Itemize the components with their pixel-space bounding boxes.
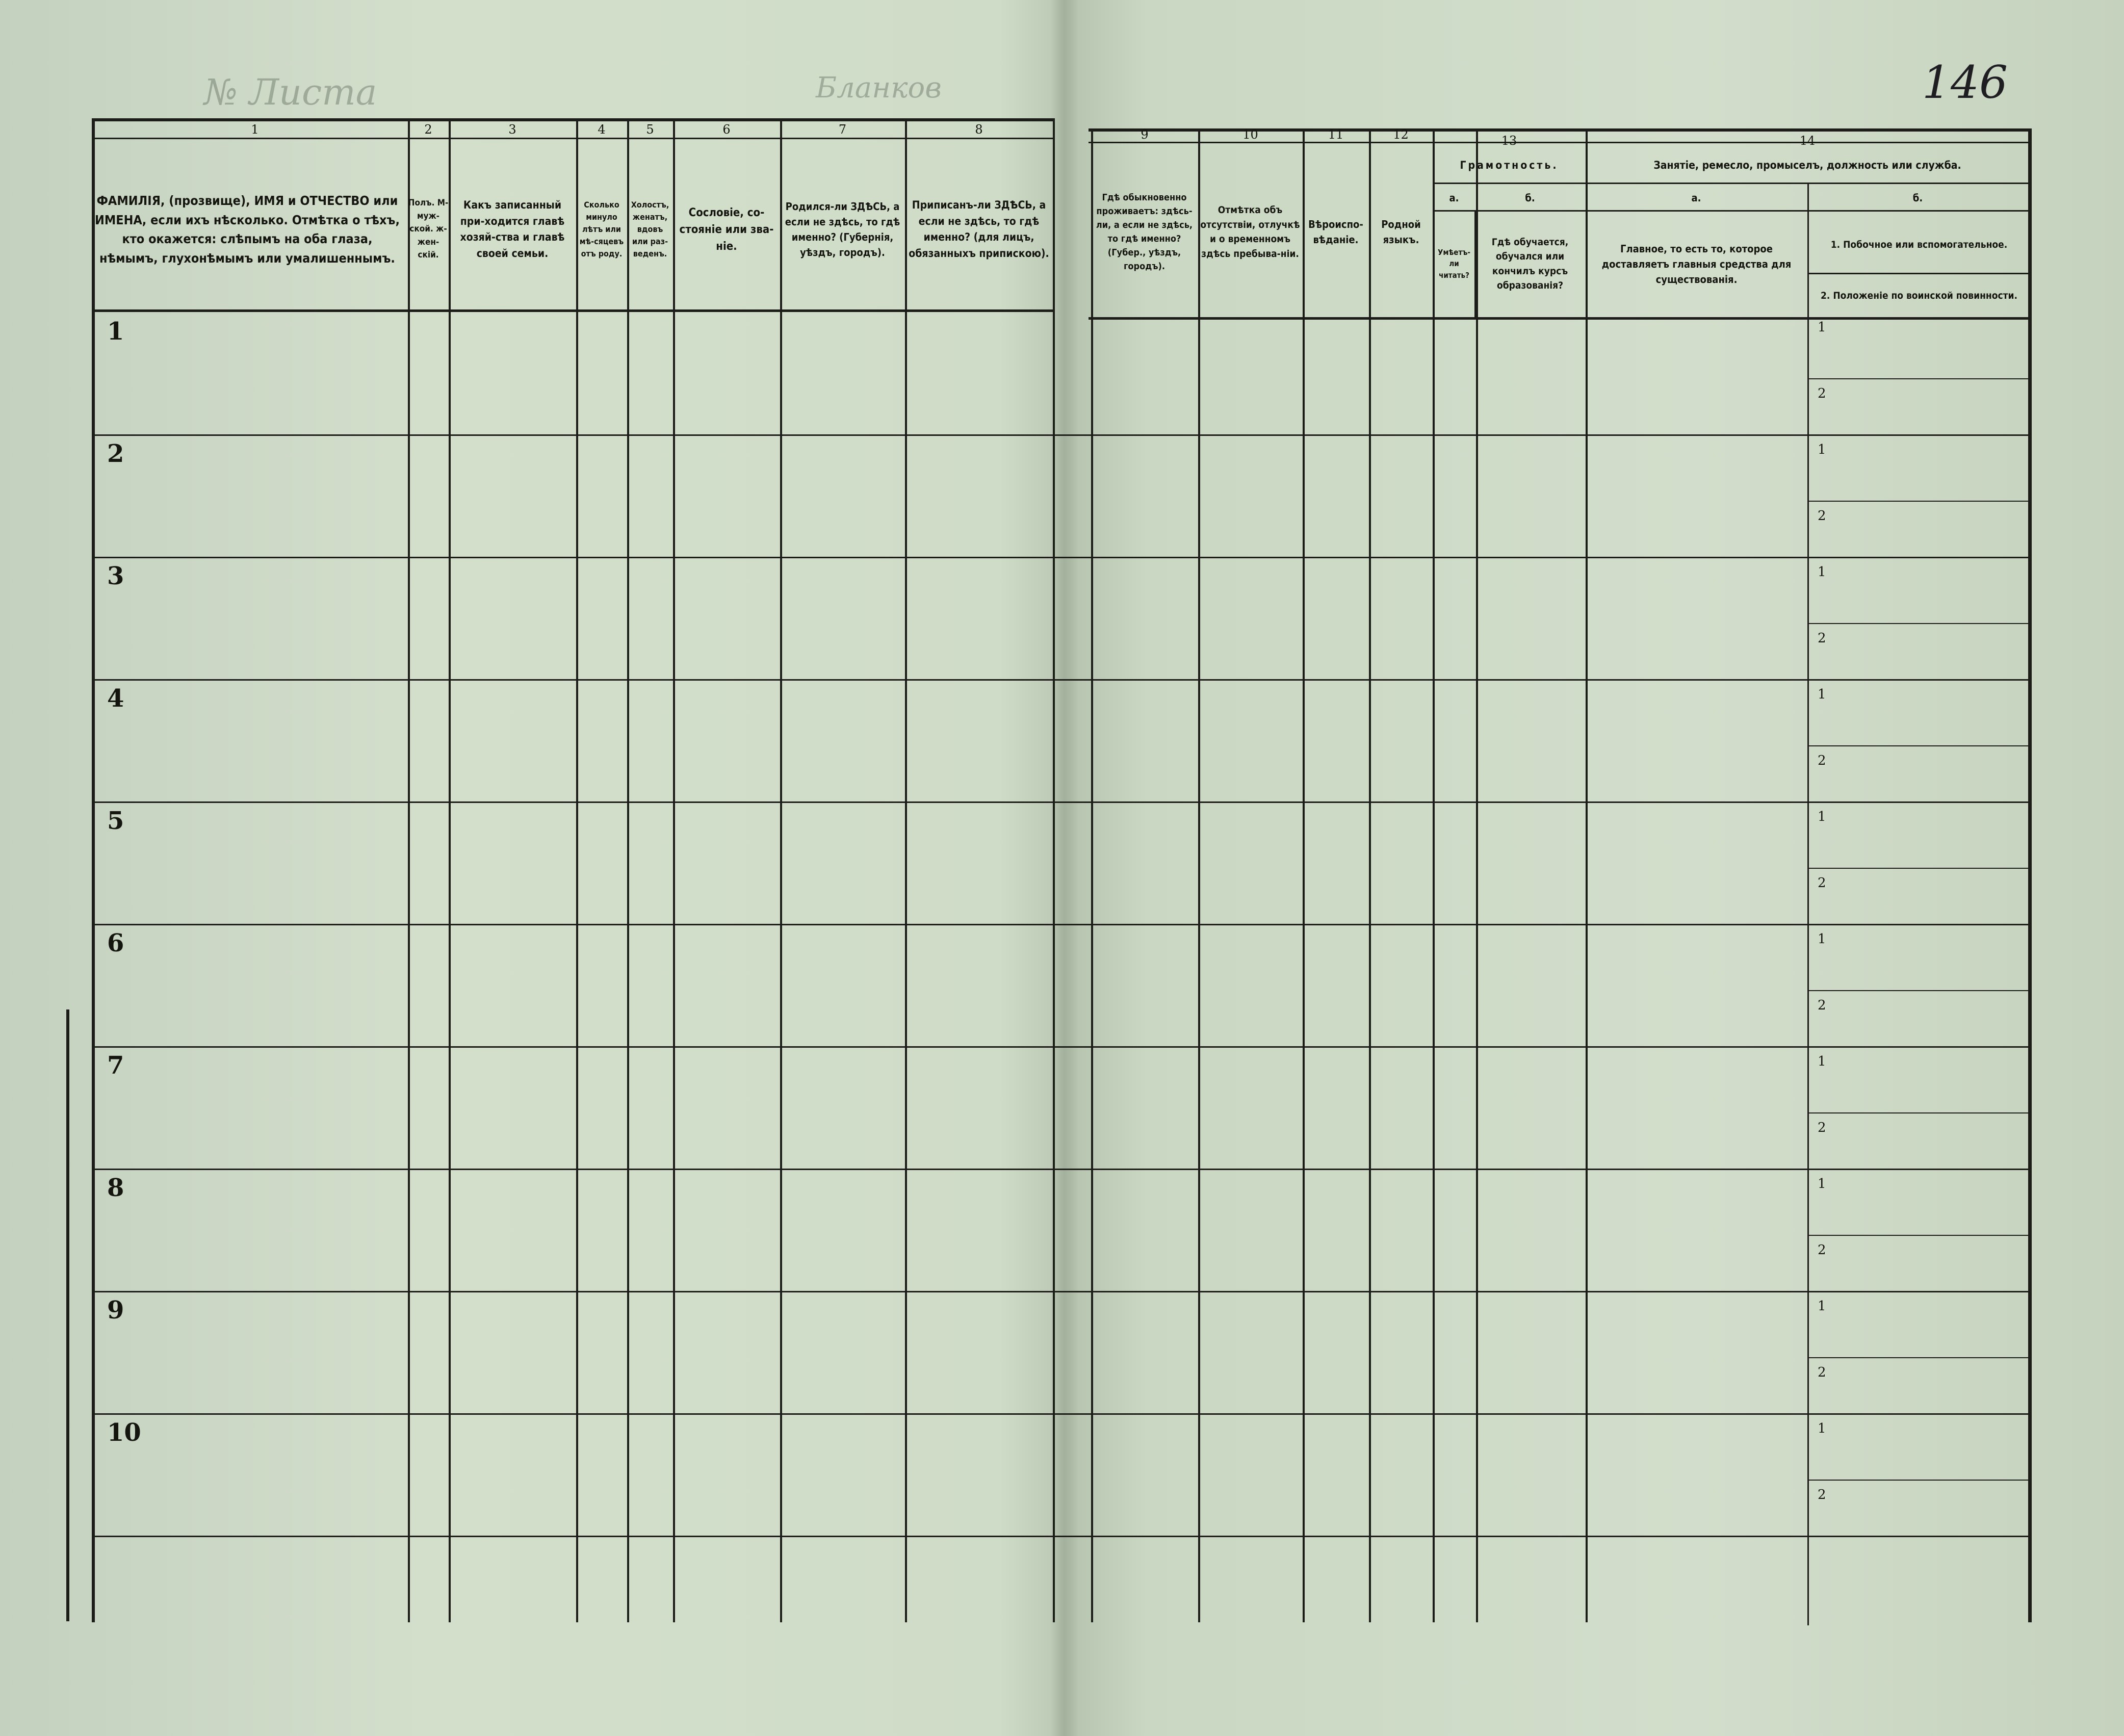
subrow-label: 1 xyxy=(1818,1421,1826,1436)
row-number: 4 xyxy=(107,684,124,713)
row-separator xyxy=(92,1046,2032,1048)
col-header-birthplace: Родился-ли ЗДѢСЬ, а если не здѣсь, то гдѣ именно? (Губернія, уѣздъ, городъ). xyxy=(785,200,900,258)
subrow-separator xyxy=(1807,990,2029,991)
col-header-occupation-a-label: а. xyxy=(1691,191,1701,204)
col-num-1: 1 xyxy=(251,122,259,137)
header-number-rule-left xyxy=(92,138,1053,139)
col-header-relation: Какъ записанный при-ходится главѣ хозяй-ства и главѣ своей семьи. xyxy=(460,199,565,260)
header-bottom-left xyxy=(92,309,1053,312)
column-rule-left-3 xyxy=(576,118,578,1622)
row-separator xyxy=(92,924,2032,925)
col-header-literacy: Грамотность. xyxy=(1460,159,1559,172)
table-right-border xyxy=(2028,128,2032,1622)
row-number: 9 xyxy=(107,1296,124,1325)
row-separator xyxy=(92,1413,2032,1415)
header-bottom-right xyxy=(1089,317,2032,320)
column-rule-left-7 xyxy=(905,118,907,1622)
col-header-language: Родной языкъ. xyxy=(1381,218,1421,246)
subrow-label: 1 xyxy=(1818,931,1826,947)
subrow-label: 2 xyxy=(1818,386,1826,401)
col-num-10: 10 xyxy=(1242,127,1258,142)
col-header-occupation-b-label: б. xyxy=(1912,191,1923,204)
row-number: 7 xyxy=(107,1051,124,1080)
column-rule-right-4 xyxy=(1369,128,1371,1622)
col-header-occupation: Занятіе, ремесло, промыселъ, должность или служба. xyxy=(1653,159,1961,172)
subrow-label: 1 xyxy=(1818,1054,1826,1069)
subrow-separator xyxy=(1807,1235,2029,1236)
subrow-separator xyxy=(1807,868,2029,869)
subrow-label: 1 xyxy=(1818,1176,1826,1191)
col-header-name: ФАМИЛІЯ, (прозвище), ИМЯ и ОТЧЕСТВО или ИМЕНА, если ихъ нѣсколько. Отмѣтка о тѣхъ, кто окажется: слѣпымъ на оба глаза, нѣмымъ, глухонѣмымъ или умалишеннымъ. xyxy=(95,193,400,266)
ghost-header-right: Бланков xyxy=(816,71,942,105)
row-number: 6 xyxy=(107,929,124,957)
subrow-label: 2 xyxy=(1818,1242,1826,1258)
col-header-education: Гдѣ обучается, обучался или кончилъ курсъ образованія? xyxy=(1491,236,1569,291)
col-num-6: 6 xyxy=(722,122,731,137)
group-sub-rule xyxy=(1433,210,2032,212)
col-header-marital: Холостъ, женатъ, вдовъ или раз-веденъ. xyxy=(631,200,669,258)
subrow-label: 1 xyxy=(1818,320,1826,335)
sub-b-divider xyxy=(1807,273,2029,274)
col-header-residence: Гдѣ обыкновенно проживаетъ: здѣсь-ли, а если не здѣсь, то гдѣ именно? (Губер., уѣздъ, городъ). xyxy=(1096,192,1193,272)
table-left-edge-lower xyxy=(66,1009,69,1621)
row-separator xyxy=(92,1169,2032,1170)
col-num-13: 13 xyxy=(1501,134,1517,148)
subrow-label: 2 xyxy=(1818,875,1826,891)
column-rule-right-6 xyxy=(1476,128,1478,1622)
subrow-label: 2 xyxy=(1818,631,1826,646)
subrow-label: 2 xyxy=(1818,1120,1826,1135)
subrow-label: 1 xyxy=(1818,442,1826,457)
column-rule-left-8 xyxy=(1053,118,1055,1622)
col-num-11: 11 xyxy=(1328,127,1344,142)
col-header-can-read: Умѣетъ-ли читать? xyxy=(1437,247,1471,280)
subrow-separator xyxy=(1807,623,2029,624)
subrow-label: 1 xyxy=(1818,564,1826,580)
col-header-literacy-b-label: б. xyxy=(1525,191,1535,204)
col-num-2: 2 xyxy=(424,122,432,137)
col-header-main-occupation: Главное, то есть то, которое доставляетъ главныя средства для существованія. xyxy=(1601,242,1792,286)
row-number: 10 xyxy=(107,1418,141,1447)
subrow-label: 1 xyxy=(1818,809,1826,824)
column-rule-left-4 xyxy=(627,118,629,1622)
table-left-border xyxy=(92,118,95,1622)
column-rule-right-1 xyxy=(1091,128,1093,1622)
subrow-label: 2 xyxy=(1818,998,1826,1013)
col-header-age: Сколько минуло лѣтъ или мѣ-сяцевъ отъ роду. xyxy=(579,200,624,258)
col-num-7: 7 xyxy=(838,122,847,137)
col-num-8: 8 xyxy=(975,122,983,137)
col-num-12: 12 xyxy=(1393,127,1409,142)
col-header-registered: Приписанъ-ли ЗДѢСЬ, а если не здѣсь, то гдѣ именно? (для лицъ, обязанныхъ припискою). xyxy=(909,199,1049,260)
column-rule-right-3 xyxy=(1303,128,1305,1622)
col-header-sex: Полъ. М-муж-ской. ж-жен-скій. xyxy=(408,198,449,261)
row-separator xyxy=(92,1291,2032,1292)
col-num-4: 4 xyxy=(598,122,606,137)
col-num-9: 9 xyxy=(1141,127,1149,142)
col-num-3: 3 xyxy=(508,122,516,137)
column-rule-left-2 xyxy=(449,118,451,1622)
col-num-14: 14 xyxy=(1799,134,1816,148)
subrow-separator xyxy=(1807,745,2029,746)
subrow-label: 1 xyxy=(1818,687,1826,702)
subrow-label: 1 xyxy=(1818,1299,1826,1314)
column-rule-left-5 xyxy=(673,118,675,1622)
column-rule-right-7 xyxy=(1586,128,1588,1622)
row-number: 8 xyxy=(107,1174,124,1202)
row-number: 3 xyxy=(107,562,124,590)
col-num-5: 5 xyxy=(646,122,654,137)
subrow-separator xyxy=(1807,501,2029,502)
row-separator xyxy=(92,679,2032,681)
row-number: 5 xyxy=(107,807,124,835)
column-rule-right-5 xyxy=(1433,128,1435,1622)
subrow-label: 2 xyxy=(1818,753,1826,768)
col-header-estate: Сословіе, со-стояніе или зва-ніе. xyxy=(679,206,774,253)
subrow-label: 2 xyxy=(1818,1365,1826,1380)
subrow-separator xyxy=(1807,1357,2029,1358)
row-separator xyxy=(92,1536,2032,1537)
subrow-separator xyxy=(1807,1480,2029,1481)
row-separator xyxy=(92,801,2032,803)
ghost-header-left: № Листа xyxy=(204,71,377,113)
table-top-border-left xyxy=(92,118,1053,121)
subrow-separator xyxy=(1807,378,2029,379)
column-rule-right-2 xyxy=(1198,128,1200,1622)
subrow-label: 2 xyxy=(1818,508,1826,524)
row-separator xyxy=(92,557,2032,558)
col-header-literacy-a-label: а. xyxy=(1449,191,1459,204)
page-number: 146 xyxy=(1922,56,2008,109)
col-header-religion: Вѣроиспо-вѣданіе. xyxy=(1308,218,1363,246)
group-title-rule xyxy=(1433,183,2032,184)
col14-ab-divider xyxy=(1807,183,1809,1625)
subrow-separator xyxy=(1807,1112,2029,1113)
row-number: 1 xyxy=(107,317,124,346)
subrow-label: 2 xyxy=(1818,1487,1826,1502)
col-header-secondary-occupation: 1. Побочное или вспомогательное. xyxy=(1830,239,2008,250)
row-number: 2 xyxy=(107,439,124,468)
column-rule-left-6 xyxy=(780,118,782,1622)
column-rule-left-1 xyxy=(408,118,410,1622)
col-header-absence: Отмѣтка объ отсутствіи, отлучкѣ и о временномъ здѣсь пребыва-ніи. xyxy=(1200,204,1300,260)
row-separator xyxy=(92,434,2032,436)
col-header-military-status: 2. Положеніе по воинской повинности. xyxy=(1821,290,2017,301)
